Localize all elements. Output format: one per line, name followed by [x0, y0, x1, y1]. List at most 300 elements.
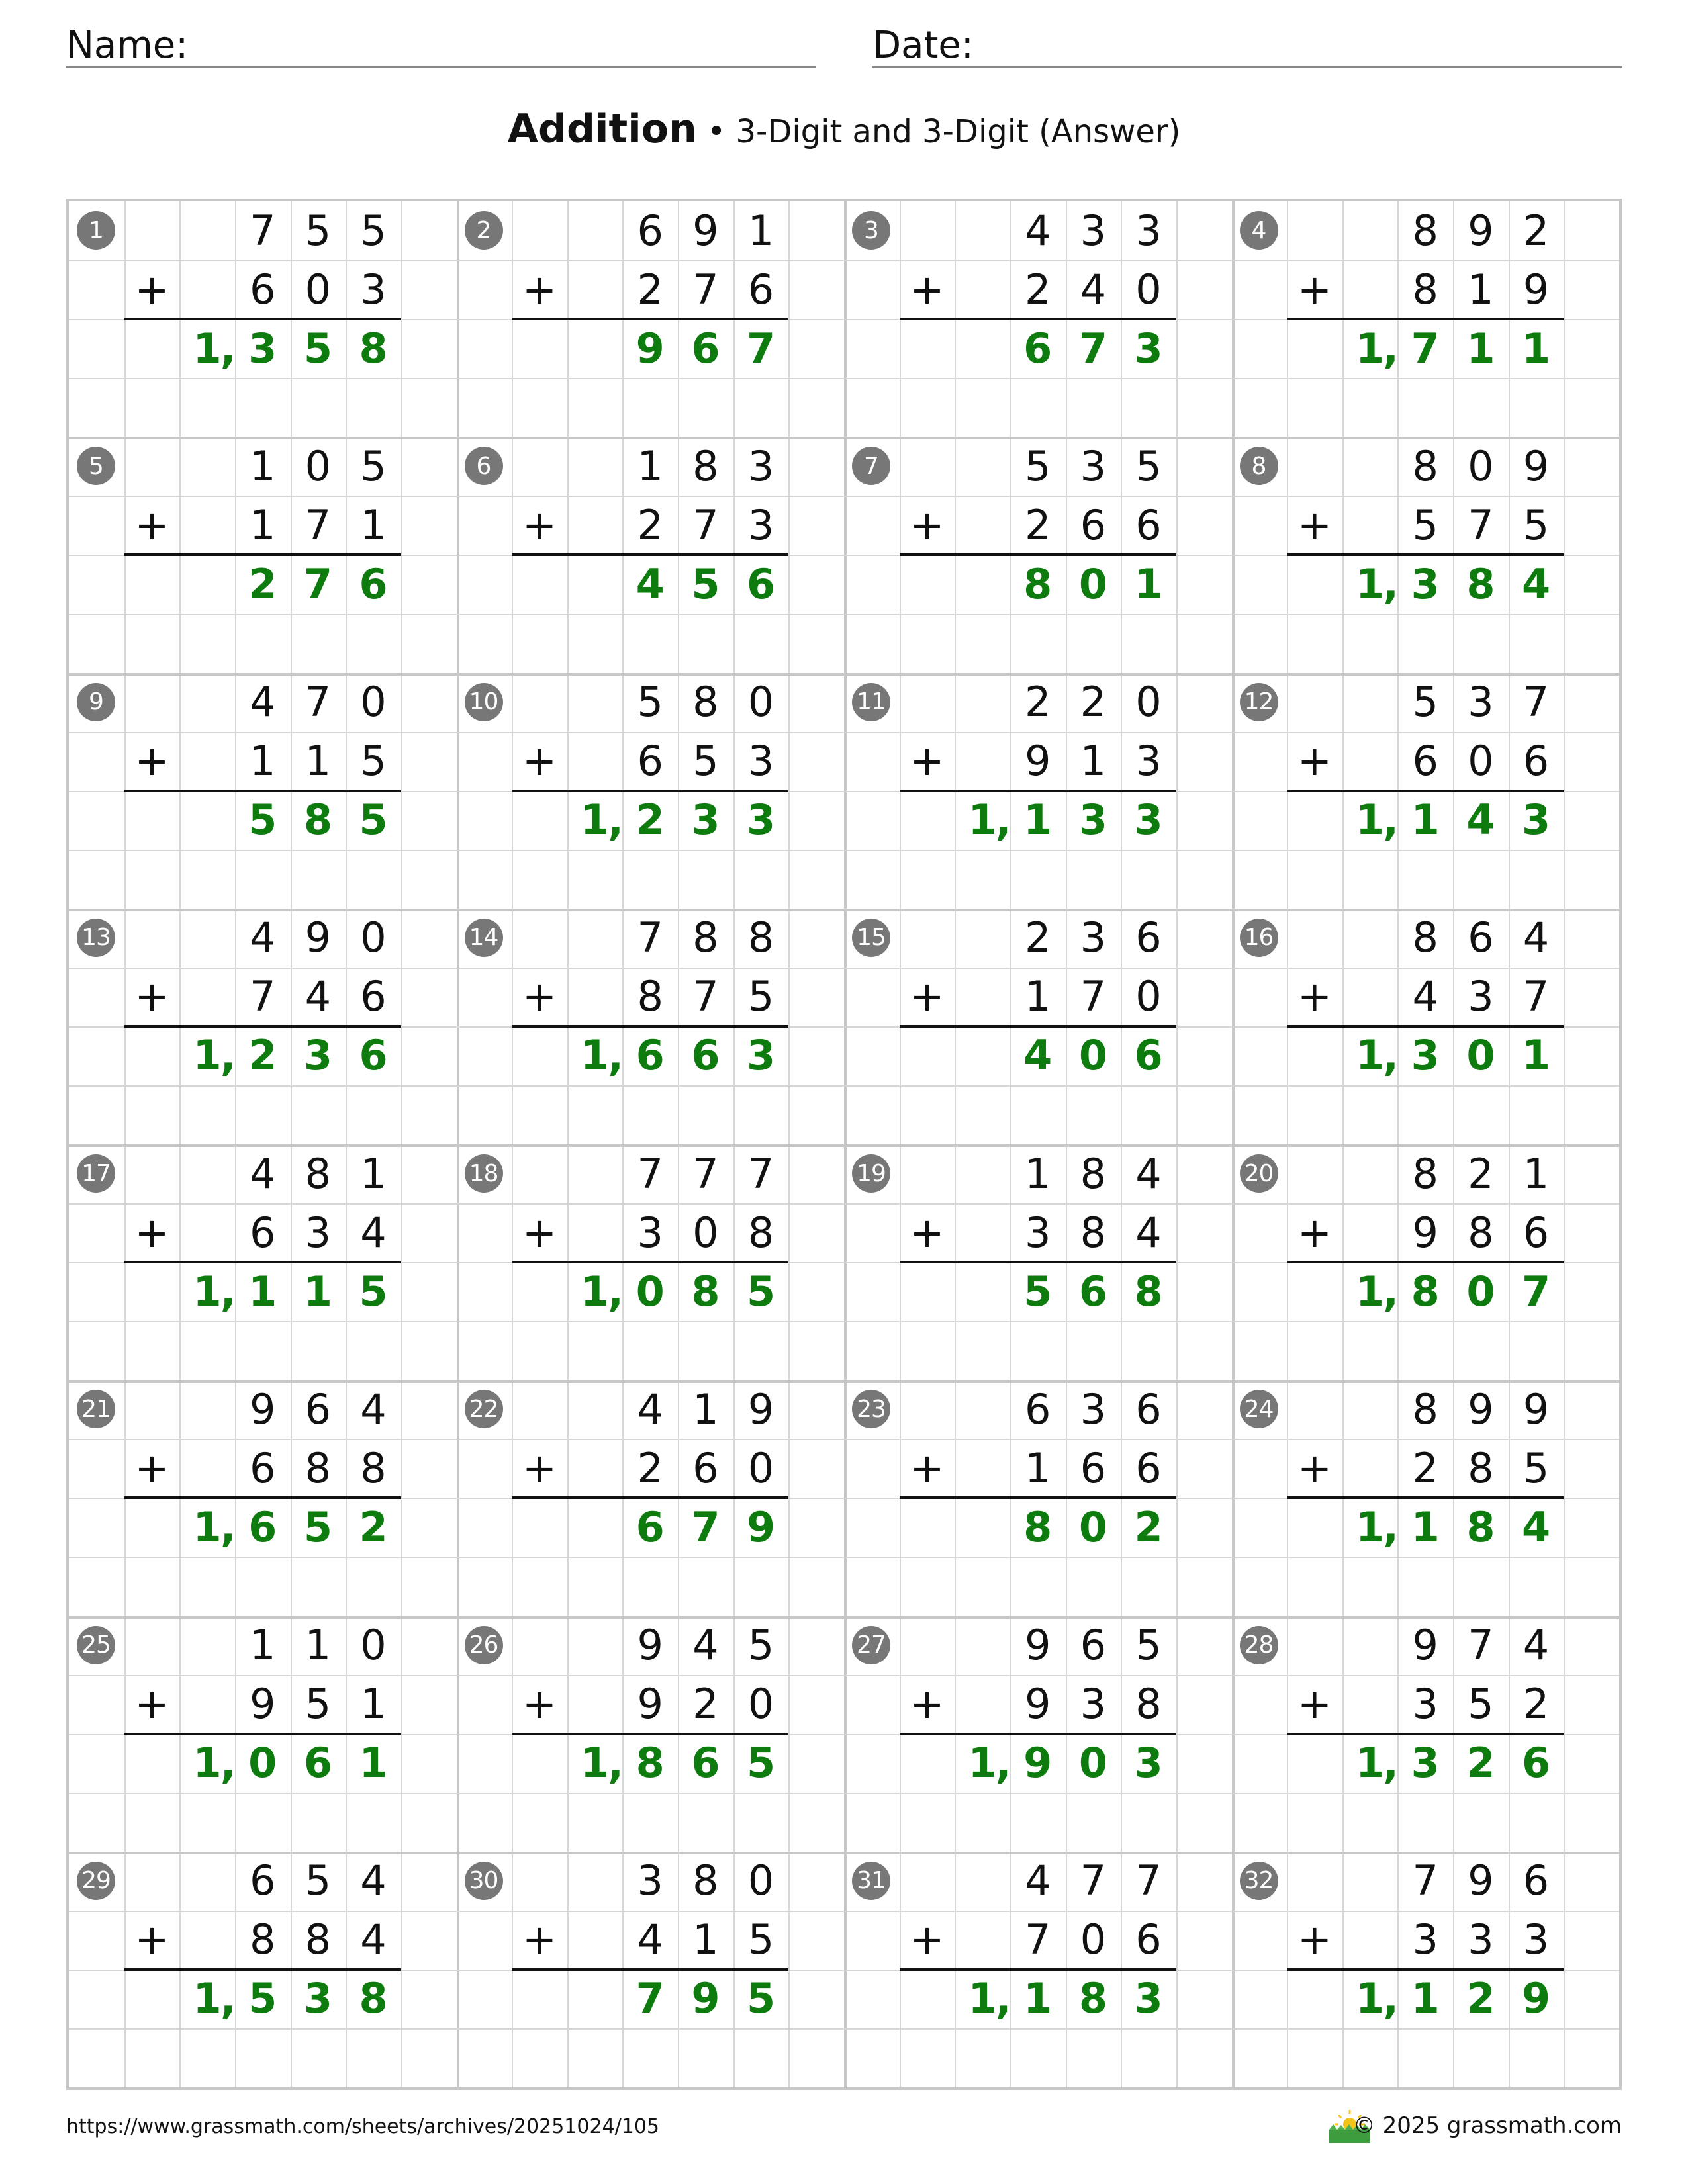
answer-digit: 7: [746, 324, 776, 373]
plus-sign: +: [910, 1208, 945, 1257]
addend-bottom-digit: 3: [1025, 1208, 1051, 1257]
addend-bottom-digit: 2: [1025, 500, 1051, 549]
plus-sign: +: [1297, 737, 1332, 786]
answer-digit: 8: [1466, 559, 1495, 608]
thousands-comma: ,: [220, 1031, 236, 1080]
addend-bottom-digit: 0: [747, 1443, 774, 1492]
answer-digit: 0: [1078, 559, 1107, 608]
thousands-comma: ,: [220, 1974, 236, 2023]
addend-bottom-digit: 4: [637, 1915, 663, 1964]
answer-digit: 6: [1023, 324, 1053, 373]
addend-bottom-digit: 2: [1523, 1680, 1550, 1729]
addend-bottom-digit: 0: [1135, 972, 1162, 1021]
addend-top-digit: 8: [1412, 1149, 1438, 1198]
plus-sign: +: [910, 1915, 945, 1964]
answer-digit: 1: [1356, 1267, 1385, 1316]
answer-digit: 7: [1411, 324, 1440, 373]
thousands-comma: ,: [995, 796, 1011, 844]
name-line[interactable]: [66, 66, 816, 68]
answer-digit: 1: [968, 1974, 997, 2023]
problem-number-badge: 19: [852, 1154, 890, 1193]
addend-top-digit: 0: [1135, 678, 1162, 727]
problem-number-badge: 22: [465, 1390, 503, 1428]
addend-top-digit: 5: [1025, 441, 1051, 490]
answer-digit: 1: [1134, 559, 1163, 608]
answer-digit: 8: [359, 324, 388, 373]
answer-digit: 5: [746, 1267, 776, 1316]
addend-bottom-digit: 1: [360, 500, 387, 549]
addend-bottom-digit: 6: [692, 1443, 719, 1492]
addend-top-digit: 6: [1523, 1856, 1550, 1905]
problem-number-badge: 10: [465, 683, 503, 721]
addend-bottom-digit: 3: [1523, 1915, 1550, 1964]
addend-bottom-digit: 4: [360, 1208, 387, 1257]
answer-digit: 8: [1078, 1974, 1107, 2023]
answer-digit: 6: [303, 1739, 332, 1788]
addend-top-digit: 8: [1412, 206, 1438, 255]
addend-top-digit: 6: [1080, 1621, 1107, 1670]
answer-digit: 6: [635, 1031, 665, 1080]
addend-bottom-digit: 7: [1523, 972, 1550, 1021]
addend-bottom-digit: 4: [1080, 265, 1107, 314]
addend-bottom-digit: 4: [305, 972, 332, 1021]
answer-digit: 1: [1023, 1974, 1053, 2023]
addend-bottom-digit: 2: [637, 265, 663, 314]
plus-sign: +: [134, 500, 169, 549]
addend-bottom-digit: 5: [747, 972, 774, 1021]
addend-bottom-digit: 3: [637, 1208, 663, 1257]
addend-bottom-digit: 4: [1135, 1208, 1162, 1257]
answer-digit: 5: [248, 796, 277, 844]
addend-top-digit: 9: [305, 913, 332, 962]
addend-top-digit: 9: [1468, 206, 1494, 255]
addend-bottom-digit: 8: [360, 1443, 387, 1492]
plus-sign: +: [1297, 265, 1332, 314]
answer-digit: 2: [359, 1502, 388, 1551]
addend-bottom-digit: 1: [360, 1680, 387, 1729]
thousands-comma: ,: [1383, 560, 1399, 609]
plus-sign: +: [134, 265, 169, 314]
addend-bottom-digit: 8: [1468, 1208, 1494, 1257]
answer-digit: 6: [248, 1502, 277, 1551]
footer-copyright: © 2025 grassmath.com: [1352, 2113, 1622, 2139]
answer-digit: 0: [1466, 1031, 1495, 1080]
plus-sign: +: [134, 737, 169, 786]
answer-digit: 8: [1411, 1267, 1440, 1316]
addend-top-digit: 4: [1523, 1621, 1550, 1670]
addend-top-digit: 5: [305, 206, 332, 255]
grid-hline: [69, 1793, 1619, 1794]
thousands-comma: ,: [1383, 1031, 1399, 1080]
addend-top-digit: 1: [1523, 1149, 1550, 1198]
answer-digit: 1: [1356, 1974, 1385, 2023]
addend-bottom-digit: 6: [637, 737, 663, 786]
addend-bottom-digit: 3: [305, 1208, 332, 1257]
thousands-comma: ,: [995, 1739, 1011, 1788]
answer-digit: 1: [1356, 1502, 1385, 1551]
addend-top-digit: 0: [360, 678, 387, 727]
answer-digit: 9: [691, 1974, 720, 2023]
plus-sign: +: [1297, 1680, 1332, 1729]
answer-digit: 6: [746, 559, 776, 608]
answer-digit: 8: [691, 1267, 720, 1316]
problem-number-badge: 32: [1240, 1862, 1278, 1900]
answer-digit: 0: [1078, 1031, 1107, 1080]
answer-digit: 0: [1078, 1739, 1107, 1788]
addend-top-digit: 0: [747, 678, 774, 727]
addend-top-digit: 2: [1523, 206, 1550, 255]
addend-top-digit: 4: [1025, 1856, 1051, 1905]
grid-hline: [69, 2028, 1619, 2030]
answer-digit: 0: [1466, 1267, 1495, 1316]
plus-sign: +: [522, 1915, 557, 1964]
addend-top-digit: 9: [1523, 1385, 1550, 1433]
addend-top-digit: 9: [747, 1385, 774, 1433]
answer-digit: 3: [1134, 1974, 1163, 2023]
thousands-comma: ,: [1383, 1974, 1399, 2023]
answer-digit: 2: [248, 1031, 277, 1080]
answer-digit: 6: [635, 1502, 665, 1551]
answer-digit: 8: [303, 796, 332, 844]
answer-digit: 4: [1521, 1502, 1551, 1551]
addend-bottom-digit: 0: [1468, 737, 1494, 786]
plus-sign: +: [1297, 1208, 1332, 1257]
answer-digit: 9: [1023, 1739, 1053, 1788]
addend-top-digit: 8: [1412, 913, 1438, 962]
answer-digit: 1: [968, 796, 997, 844]
addend-bottom-digit: 7: [1080, 972, 1107, 1021]
date-label: Date:: [872, 24, 974, 67]
thousands-comma: ,: [995, 1974, 1011, 2023]
answer-digit: 1: [1466, 324, 1495, 373]
addend-top-digit: 5: [360, 441, 387, 490]
problem-number-badge: 5: [77, 447, 115, 485]
answer-digit: 1: [581, 1739, 610, 1788]
addend-bottom-digit: 5: [305, 1680, 332, 1729]
addend-top-digit: 9: [1412, 1621, 1438, 1670]
problem-number-badge: 29: [77, 1862, 115, 1900]
answer-digit: 8: [1466, 1502, 1495, 1551]
addend-top-digit: 9: [1025, 1621, 1051, 1670]
answer-digit: 3: [746, 1031, 776, 1080]
addend-top-digit: 2: [1025, 913, 1051, 962]
addend-bottom-digit: 9: [1523, 265, 1550, 314]
addend-top-digit: 0: [1468, 441, 1494, 490]
addend-top-digit: 8: [692, 1856, 719, 1905]
plus-sign: +: [1297, 500, 1332, 549]
addend-top-digit: 7: [637, 913, 663, 962]
answer-digit: 0: [1078, 1502, 1107, 1551]
problem-number-badge: 2: [465, 211, 503, 250]
addend-top-digit: 1: [747, 206, 774, 255]
name-label: Name:: [66, 24, 189, 67]
answer-digit: 8: [1023, 559, 1053, 608]
addend-bottom-digit: 3: [747, 500, 774, 549]
addend-top-digit: 4: [250, 1149, 276, 1198]
problem-number-badge: 6: [465, 447, 503, 485]
addend-top-digit: 7: [1080, 1856, 1107, 1905]
addend-bottom-digit: 1: [1025, 972, 1051, 1021]
date-line[interactable]: [872, 66, 1622, 68]
answer-digit: 1: [1521, 1031, 1551, 1080]
addend-top-digit: 1: [360, 1149, 387, 1198]
answer-digit: 3: [1411, 1031, 1440, 1080]
addend-top-digit: 0: [305, 441, 332, 490]
addend-top-digit: 6: [1468, 913, 1494, 962]
answer-digit: 1: [359, 1739, 388, 1788]
addend-top-digit: 5: [1412, 678, 1438, 727]
addend-top-digit: 8: [692, 678, 719, 727]
thousands-comma: ,: [608, 1267, 624, 1316]
addend-top-digit: 8: [692, 441, 719, 490]
problem-number-badge: 28: [1240, 1626, 1278, 1664]
answer-digit: 3: [1134, 324, 1163, 373]
addend-top-digit: 6: [1135, 1385, 1162, 1433]
addend-top-digit: 7: [1412, 1856, 1438, 1905]
addend-top-digit: 6: [637, 206, 663, 255]
answer-digit: 6: [691, 1739, 720, 1788]
plus-sign: +: [134, 1443, 169, 1492]
problem-number-badge: 9: [77, 683, 115, 721]
addend-bottom-digit: 3: [1468, 972, 1494, 1021]
addend-bottom-digit: 8: [637, 972, 663, 1021]
answer-digit: 1: [581, 796, 610, 844]
grid-hline: [69, 850, 1619, 851]
addend-top-digit: 4: [1135, 1149, 1162, 1198]
addend-bottom-digit: 6: [1080, 500, 1107, 549]
answer-digit: 7: [1078, 324, 1107, 373]
addend-top-digit: 9: [692, 206, 719, 255]
answer-digit: 3: [1411, 559, 1440, 608]
answer-digit: 1: [193, 1031, 222, 1080]
problem-number-badge: 3: [852, 211, 890, 250]
plus-sign: +: [910, 1443, 945, 1492]
problem-number-badge: 13: [77, 919, 115, 957]
answer-digit: 3: [1411, 1739, 1440, 1788]
problem-number-badge: 25: [77, 1626, 115, 1664]
answer-digit: 8: [359, 1974, 388, 2023]
answer-digit: 2: [1134, 1502, 1163, 1551]
addend-bottom-digit: 0: [692, 1208, 719, 1257]
addend-top-digit: 6: [1135, 913, 1162, 962]
answer-digit: 4: [1521, 559, 1551, 608]
answer-digit: 6: [1521, 1739, 1551, 1788]
addend-top-digit: 1: [692, 1385, 719, 1433]
thousands-comma: ,: [1383, 1503, 1399, 1552]
addend-top-digit: 9: [1523, 441, 1550, 490]
addend-top-digit: 9: [250, 1385, 276, 1433]
addend-top-digit: 3: [1080, 441, 1107, 490]
plus-sign: +: [522, 1443, 557, 1492]
answer-digit: 1: [1356, 559, 1385, 608]
grid-hline: [69, 614, 1619, 615]
answer-digit: 5: [746, 1739, 776, 1788]
answer-digit: 4: [1023, 1031, 1053, 1080]
addend-bottom-digit: 5: [692, 737, 719, 786]
addend-bottom-digit: 2: [1025, 265, 1051, 314]
addend-bottom-digit: 1: [1468, 265, 1494, 314]
addend-bottom-digit: 5: [1523, 500, 1550, 549]
answer-digit: 1: [581, 1267, 610, 1316]
addend-top-digit: 8: [1412, 1385, 1438, 1433]
answer-digit: 9: [635, 324, 665, 373]
problem-number-badge: 24: [1240, 1390, 1278, 1428]
answer-digit: 1: [1356, 1739, 1385, 1788]
addend-top-digit: 3: [1135, 206, 1162, 255]
addend-bottom-digit: 1: [1080, 737, 1107, 786]
addend-bottom-digit: 3: [1080, 1680, 1107, 1729]
title-subtitle: • 3-Digit and 3-Digit (Answer): [696, 113, 1181, 150]
addend-bottom-digit: 4: [1412, 972, 1438, 1021]
addend-top-digit: 3: [1468, 678, 1494, 727]
answer-digit: 3: [1078, 796, 1107, 844]
problem-number-badge: 15: [852, 919, 890, 957]
thousands-comma: ,: [1383, 796, 1399, 844]
answer-digit: 1: [193, 1974, 222, 2023]
addend-top-digit: 9: [1468, 1385, 1494, 1433]
plus-sign: +: [910, 972, 945, 1021]
addend-bottom-digit: 6: [1523, 1208, 1550, 1257]
answer-digit: 8: [1134, 1267, 1163, 1316]
addend-top-digit: 1: [1025, 1149, 1051, 1198]
answer-digit: 6: [1078, 1267, 1107, 1316]
answer-digit: 5: [1023, 1267, 1053, 1316]
answer-digit: 5: [359, 1267, 388, 1316]
answer-digit: 2: [1466, 1739, 1495, 1788]
addend-top-digit: 4: [637, 1385, 663, 1433]
answer-digit: 1: [1521, 324, 1551, 373]
plus-sign: +: [134, 972, 169, 1021]
addend-top-digit: 9: [637, 1621, 663, 1670]
answer-digit: 4: [635, 559, 665, 608]
addend-bottom-digit: 3: [360, 265, 387, 314]
addend-top-digit: 8: [1080, 1149, 1107, 1198]
answer-digit: 1: [1356, 1031, 1385, 1080]
addend-bottom-digit: 9: [1412, 1208, 1438, 1257]
addend-top-digit: 0: [360, 1621, 387, 1670]
problem-number-badge: 17: [77, 1154, 115, 1193]
addend-bottom-digit: 7: [1468, 500, 1494, 549]
addend-bottom-digit: 5: [360, 737, 387, 786]
addend-bottom-digit: 1: [1025, 1443, 1051, 1492]
plus-sign: +: [522, 265, 557, 314]
worksheet-title: [0, 106, 1688, 152]
answer-digit: 3: [1521, 796, 1551, 844]
addend-top-digit: 9: [1468, 1856, 1494, 1905]
thousands-comma: ,: [608, 1031, 624, 1080]
addend-bottom-digit: 1: [692, 1915, 719, 1964]
addend-top-digit: 2: [1080, 678, 1107, 727]
problem-number-badge: 16: [1240, 919, 1278, 957]
footer-url: https://www.grassmath.com/sheets/archives/20251024/105: [66, 2115, 660, 2138]
grid-hline: [69, 1557, 1619, 1558]
addend-top-digit: 6: [305, 1385, 332, 1433]
addend-bottom-digit: 8: [1080, 1208, 1107, 1257]
addend-bottom-digit: 7: [1025, 1915, 1051, 1964]
problem-number-badge: 4: [1240, 211, 1278, 250]
addend-bottom-digit: 6: [1135, 500, 1162, 549]
plus-sign: +: [1297, 1443, 1332, 1492]
answer-digit: 3: [746, 796, 776, 844]
addend-top-digit: 8: [692, 913, 719, 962]
addend-bottom-digit: 0: [305, 265, 332, 314]
addend-top-digit: 1: [250, 441, 276, 490]
problem-number-badge: 11: [852, 683, 890, 721]
plus-sign: +: [134, 1680, 169, 1729]
addend-top-digit: 6: [250, 1856, 276, 1905]
addend-bottom-digit: 4: [360, 1915, 387, 1964]
problem-number-badge: 1: [77, 211, 115, 250]
answer-digit: 2: [635, 796, 665, 844]
addend-top-digit: 4: [250, 678, 276, 727]
addend-bottom-digit: 7: [250, 972, 276, 1021]
answer-digit: 1: [968, 1739, 997, 1788]
answer-digit: 7: [635, 1974, 665, 2023]
plus-sign: +: [134, 1208, 169, 1257]
addend-top-digit: 7: [1135, 1856, 1162, 1905]
addend-bottom-digit: 1: [250, 500, 276, 549]
addend-bottom-digit: 6: [250, 265, 276, 314]
answer-digit: 6: [691, 1031, 720, 1080]
problem-number-badge: 30: [465, 1862, 503, 1900]
answer-digit: 0: [248, 1739, 277, 1788]
answer-digit: 0: [635, 1267, 665, 1316]
addend-bottom-digit: 5: [1412, 500, 1438, 549]
addend-top-digit: 3: [1080, 206, 1107, 255]
addend-bottom-digit: 7: [692, 972, 719, 1021]
answer-digit: 4: [1466, 796, 1495, 844]
thousands-comma: ,: [1383, 1267, 1399, 1316]
addend-bottom-digit: 6: [360, 972, 387, 1021]
problem-number-badge: 8: [1240, 447, 1278, 485]
addend-bottom-digit: 7: [692, 265, 719, 314]
answer-digit: 1: [1023, 796, 1053, 844]
addend-top-digit: 5: [360, 206, 387, 255]
addend-top-digit: 3: [1080, 913, 1107, 962]
addend-bottom-digit: 6: [1135, 1915, 1162, 1964]
addend-bottom-digit: 9: [1025, 737, 1051, 786]
addend-top-digit: 5: [637, 678, 663, 727]
plus-sign: +: [910, 737, 945, 786]
addend-top-digit: 1: [305, 1621, 332, 1670]
addend-bottom-digit: 8: [747, 1208, 774, 1257]
answer-digit: 3: [248, 324, 277, 373]
addend-bottom-digit: 6: [1523, 737, 1550, 786]
answer-digit: 1: [1411, 1502, 1440, 1551]
problem-number-badge: 23: [852, 1390, 890, 1428]
answer-digit: 1: [303, 1267, 332, 1316]
grid-hline: [69, 378, 1619, 379]
addend-top-digit: 5: [1135, 441, 1162, 490]
addend-bottom-digit: 7: [305, 500, 332, 549]
addend-bottom-digit: 2: [692, 1680, 719, 1729]
problem-number-badge: 18: [465, 1154, 503, 1193]
answer-digit: 8: [635, 1739, 665, 1788]
addend-top-digit: 7: [250, 206, 276, 255]
addend-bottom-digit: 6: [250, 1443, 276, 1492]
answer-digit: 8: [1023, 1502, 1053, 1551]
answer-digit: 5: [248, 1974, 277, 2023]
answer-digit: 6: [1134, 1031, 1163, 1080]
addend-top-digit: 7: [1468, 1621, 1494, 1670]
answer-digit: 1: [193, 1739, 222, 1788]
thousands-comma: ,: [608, 1739, 624, 1788]
plus-sign: +: [910, 500, 945, 549]
plus-sign: +: [522, 1680, 557, 1729]
addend-bottom-digit: 6: [1135, 1443, 1162, 1492]
addend-bottom-digit: 2: [1412, 1443, 1438, 1492]
answer-digit: 1: [1356, 796, 1385, 844]
